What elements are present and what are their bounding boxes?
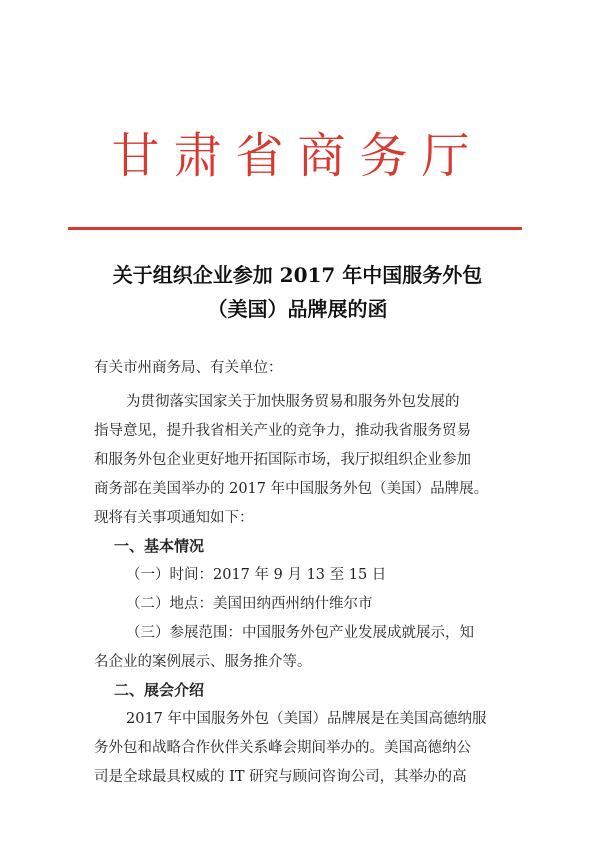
- intro-line: 商务部在美国举办的 2017 年中国服务外包（美国）品牌展。: [94, 481, 489, 497]
- section2-line: 2017 年中国服务外包（美国）品牌展是在美国高德纳服: [126, 711, 487, 727]
- title-line-2: （美国）品牌展的函: [207, 297, 388, 321]
- section1-item-scope: （三）参展范围：中国服务外包产业发展成就展示，知: [126, 625, 474, 641]
- letterhead-red-divider: [68, 227, 522, 230]
- section2-line: 司是全球最具权威的 IT 研究与顾问咨询公司，其举办的高: [94, 769, 467, 785]
- letterhead-org-name: 甘肃省商务厅: [111, 128, 484, 184]
- section1-item-location: （二）地点：美国田纳西州纳什维尔市: [126, 596, 373, 612]
- section2-heading: 二、展会介绍: [114, 681, 205, 699]
- intro-line: 指导意见，提升我省相关产业的竞争力，推动我省服务贸易: [94, 423, 471, 439]
- section1-heading: 一、基本情况: [114, 537, 205, 555]
- section1-item-time: （一）时间：2017 年 9 月 13 至 15 日: [126, 567, 387, 583]
- intro-line: 和服务外包企业更好地开拓国际市场，我厅拟组织企业参加: [94, 452, 471, 468]
- section2-line: 务外包和战略合作伙伴关系峰会期间举办的。美国高德纳公: [94, 740, 471, 756]
- salutation: 有关市州商务局、有关单位：: [94, 360, 283, 376]
- section1-item-scope-cont: 名企业的案例展示、服务推介等。: [94, 654, 312, 670]
- title-line-1: 关于组织企业参加 2017 年中国服务外包: [112, 263, 483, 287]
- intro-line: 现将有关事项通知如下：: [94, 510, 254, 526]
- document-title: [60, 258, 535, 326]
- intro-line: 为贯彻落实国家关于加快服务贸易和服务外包发展的: [126, 394, 460, 410]
